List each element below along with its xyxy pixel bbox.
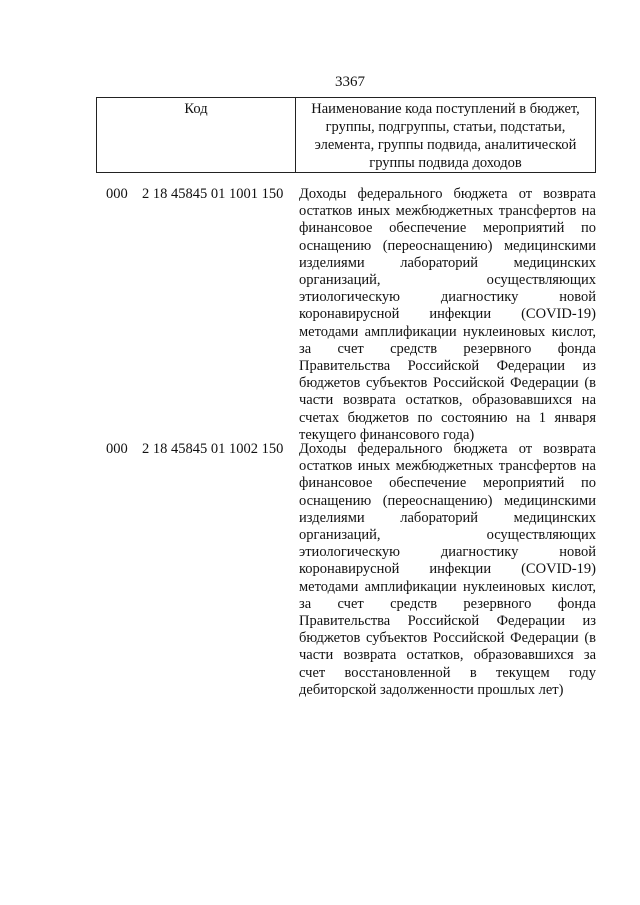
revenue-description: Доходы федерального бюджета от возврата остатков иных межбюджетных трансфертов на финансовое обеспечение мероприятий по оснащению (переоснащению) медицинскими изделиями лабораторий медицинских организаций, осуществляющих этиологическую диагностику новой коронавирусной инфекции (COVID-19) методами амплификации нуклеиновых кислот, за счет средств резервного фонда Правительства Российской Федерации из бюджетов субъектов Российской Федерации (в части возврата остатков, образовавшихся на счетах бюджетов по состоянию на 1 января текущего финансового года)	[299, 186, 596, 443]
admin-code: 000	[106, 186, 128, 202]
revenue-description: Доходы федерального бюджета от возврата остатков иных межбюджетных трансфертов на финансовое обеспечение мероприятий по оснащению (переоснащению) медицинскими изделиями лабораторий медицинских организаций, осуществляющих этиологическую диагностику новой коронавирусной инфекции (COVID-19) методами амплификации нуклеиновых кислот, за счет средств резервного фонда Правительства Российской Федерации из бюджетов субъектов Российской Федерации (в части возврата остатков, образовавшихся за счет восстановленной в текущем году дебиторской задолженности прошлых лет)	[299, 441, 596, 698]
revenue-code: 2 18 45845 01 1001 150	[142, 186, 284, 202]
revenue-code: 2 18 45845 01 1002 150	[142, 441, 284, 457]
admin-code: 000	[106, 441, 128, 457]
header-name-column: Наименование кода поступлений в бюджет, группы, подгруппы, статьи, подстатьи, элемента, группы подвида, аналитической группы подвида доходов	[296, 98, 596, 173]
page-number: 3367	[335, 74, 365, 90]
table-header	[96, 97, 596, 173]
header-code-column: Код	[97, 98, 296, 173]
